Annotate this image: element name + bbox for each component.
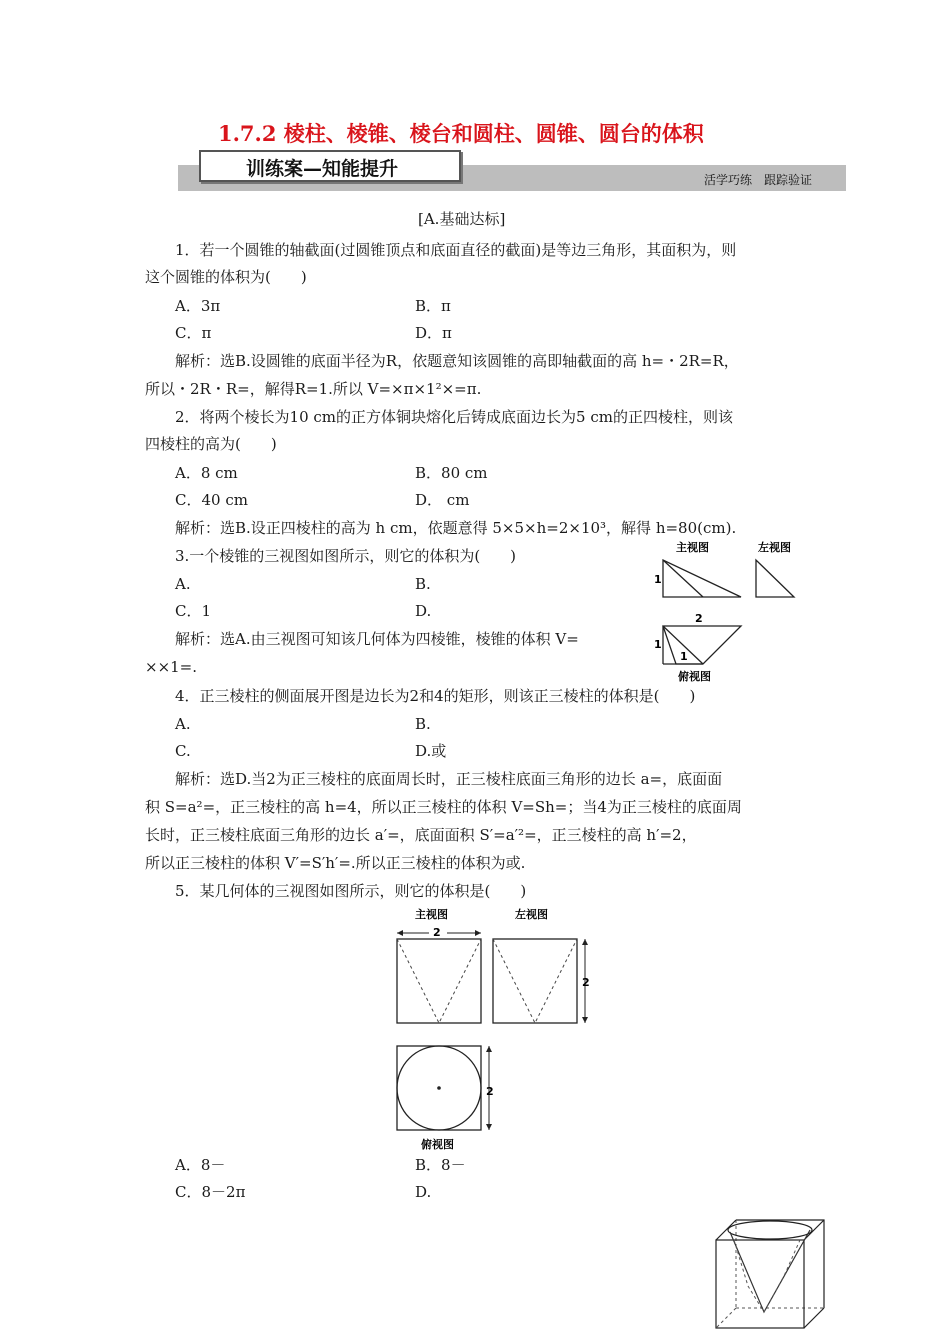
q2-stem-line2: 四棱柱的高为( ) (145, 435, 277, 453)
q5-depth-label: 2 (486, 1085, 494, 1098)
q1-option-d: D．π (415, 324, 452, 342)
q5-height-label: 2 (582, 976, 590, 989)
q2-stem-line1: 2．将两个棱长为10 cm的正方体铜块熔化后铸成底面边长为5 cm的正四棱柱，则该 (175, 408, 733, 426)
q1-stem-line2: 这个圆锥的体积为( ) (145, 268, 307, 286)
q3-solution-line1: 解析：选A.由三视图可知该几何体为四棱锥，棱锥的体积 V= (175, 630, 579, 648)
q3-option-c: C．1 (175, 602, 212, 620)
q3-solution-line2: ××1=. (145, 658, 198, 676)
q2-option-a: A．8 cm (175, 464, 238, 482)
q3-three-view-figure (648, 536, 803, 686)
q3-side-view-label: 左视图 (758, 541, 791, 554)
q3-front-view-label: 主视图 (676, 541, 709, 554)
q5-option-c: C．8－2π (175, 1183, 246, 1201)
q5-solid-figure (712, 1216, 832, 1340)
q4-solution-line2: 积 S=a²=，正三棱柱的高 h=4，所以正三棱柱的体积 V=Sh=；当4为正三棱柱的底面周 (145, 798, 742, 816)
q1-stem-line1: 1．若一个圆锥的轴截面(过圆锥顶点和底面直径的截面)是等边三角形，其面积为，则 (175, 241, 737, 259)
q1-option-c: C．π (175, 324, 212, 342)
q2-solution: 解析：选B.设正四棱柱的高为 h cm，依题意得 5×5×h=2×10³，解得 h=80(cm). (175, 519, 737, 537)
q2-option-d: D． cm (415, 491, 470, 509)
q4-stem: 4．正三棱柱的侧面展开图是边长为2和4的矩形，则该正三棱柱的体积是( ) (175, 687, 696, 705)
q5-stem: 5．某几何体的三视图如图所示，则它的体积是( ) (175, 882, 527, 900)
q5-option-b: B．8－ (415, 1156, 466, 1174)
q3-option-a: A. (175, 575, 191, 593)
q3-top-base-label: 1 (680, 650, 688, 663)
q3-option-d: D. (415, 602, 432, 620)
q4-solution-line1: 解析：选D.当2为正三棱柱的底面周长时，正三棱柱底面三角形的边长 a=，底面面 (175, 770, 723, 788)
q3-option-b: B. (415, 575, 431, 593)
q5-option-a: A．8－ (175, 1156, 226, 1174)
q2-option-b: B．80 cm (415, 464, 488, 482)
q3-top-view-label: 俯视图 (678, 670, 711, 683)
q4-option-b: B. (415, 715, 431, 733)
section-heading: [A.基础达标] (418, 210, 506, 228)
q3-height-label: 1 (654, 573, 662, 586)
q2-option-c: C．40 cm (175, 491, 248, 509)
banner-title: 训练案—知能提升 (246, 158, 399, 180)
q5-width-label: 2 (433, 926, 441, 939)
q4-solution-line3: 长时，正三棱柱底面三角形的边长 a′=，底面面积 S′=a′²=，正三棱柱的高 h′=2， (145, 826, 697, 844)
q4-option-d: D.或 (415, 742, 447, 760)
q1-option-b: B．π (415, 297, 451, 315)
page-title: 1.7.2 棱柱、棱锥、棱台和圆柱、圆锥、圆台的体积 (218, 121, 704, 146)
q5-side-view-label: 左视图 (515, 908, 548, 921)
q4-option-a: A. (175, 715, 191, 733)
q5-front-view-label: 主视图 (415, 908, 448, 921)
q1-option-a: A．3π (175, 297, 221, 315)
banner-subtitle: 活学巧练 跟踪验证 (704, 173, 813, 187)
q3-width-label: 2 (695, 612, 703, 625)
q5-top-view-label: 俯视图 (421, 1138, 454, 1151)
q1-solution-line2: 所以・2R・R=，解得R=1.所以 V=×π×1²×=π. (145, 380, 482, 398)
q4-option-c: C. (175, 742, 191, 760)
q5-three-view-figure (385, 904, 605, 1154)
q3-stem: 3.一个棱锥的三视图如图所示，则它的体积为( ) (175, 547, 517, 565)
q3-top-side-label: 1 (654, 638, 662, 651)
q5-option-d: D. (415, 1183, 432, 1201)
q4-solution-line4: 所以正三棱柱的体积 V′=S′h′=.所以正三棱柱的体积为或. (145, 854, 526, 872)
q1-solution-line1: 解析：选B.设圆锥的底面半径为R，依题意知该圆锥的高即轴截面的高 h=・2R=R， (175, 352, 739, 370)
